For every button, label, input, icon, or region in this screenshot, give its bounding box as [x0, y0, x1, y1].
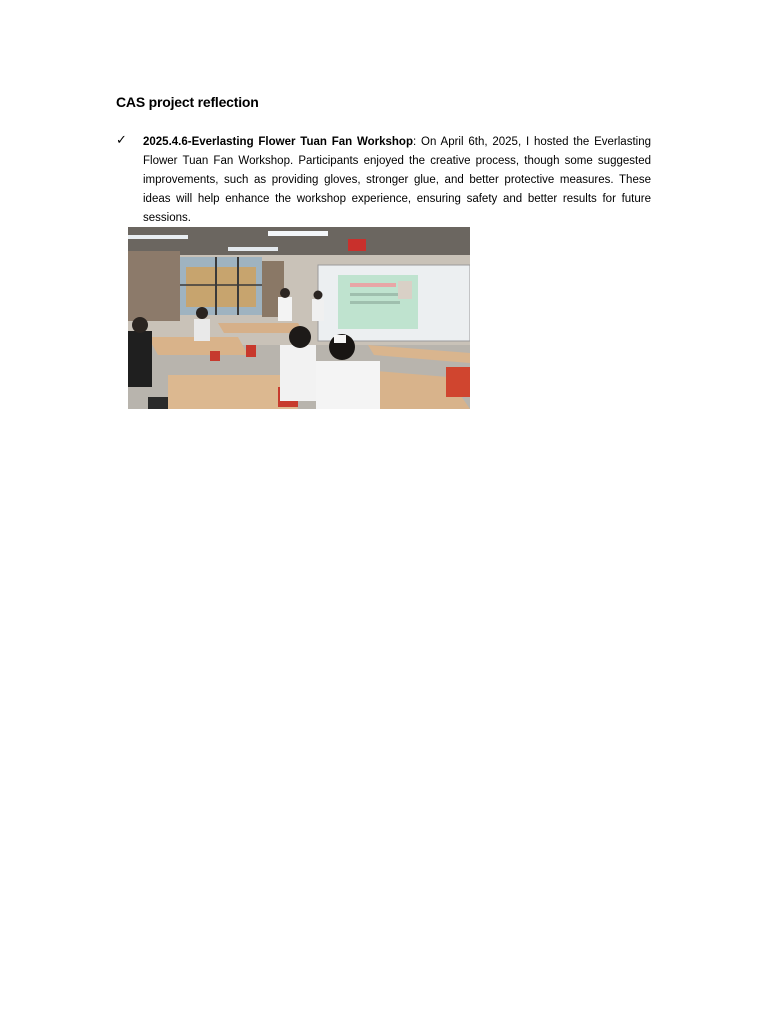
curtain	[128, 251, 180, 321]
photo-illustration	[128, 227, 470, 409]
person	[278, 297, 292, 321]
checkmark-icon: ✓	[116, 133, 127, 148]
student	[280, 345, 316, 401]
flag	[348, 239, 366, 251]
student	[194, 319, 210, 341]
entry-body: On April 6th, 2025, I hosted the Everlasting Flower Tuan Fan Workshop. Participants enjoyed the creative process, though some suggested improvements, such as providing gloves, stronger glue, and better protective measures. These ideas will help enhance the workshop experience, ensuring safety and better results for future sessions.	[143, 136, 651, 224]
ceiling-light	[268, 231, 328, 236]
window-building	[186, 267, 256, 307]
entry-lead: 2025.4.6-Everlasting Flower Tuan Fan Workshop	[143, 136, 413, 148]
reflection-paragraph	[143, 133, 651, 228]
ceiling-light	[228, 247, 278, 251]
entry-separator: :	[413, 136, 417, 148]
document-title: CAS project reflection	[116, 94, 259, 110]
classroom-workshop-photo	[128, 227, 470, 409]
student	[316, 361, 380, 409]
ceiling-light	[128, 235, 188, 239]
student	[128, 331, 152, 387]
person	[312, 299, 324, 321]
